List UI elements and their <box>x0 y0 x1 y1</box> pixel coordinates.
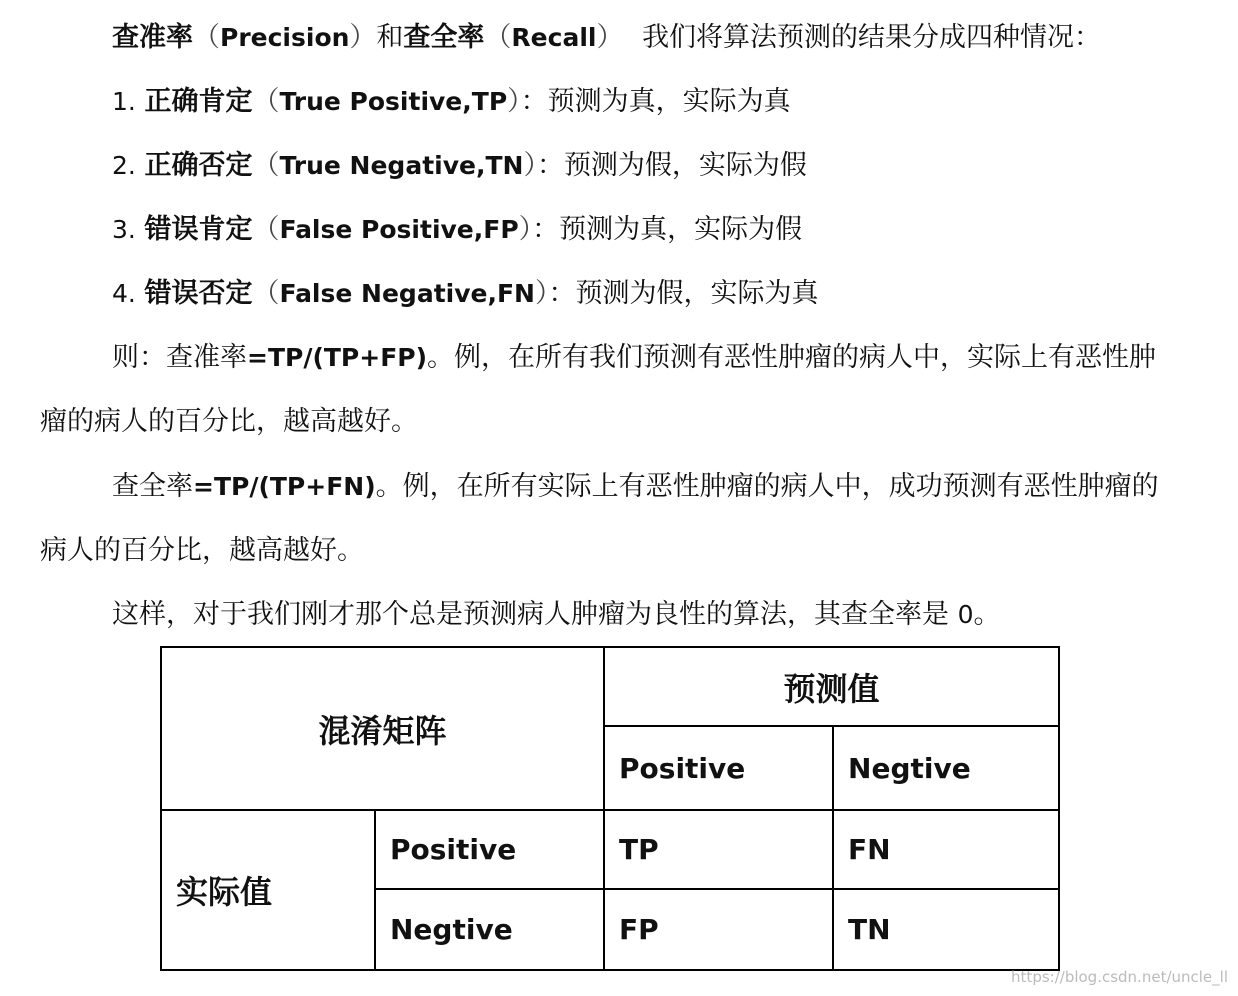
case-name: 错误肯定 <box>144 214 253 245</box>
case-desc: 预测为假，实际为真 <box>575 278 819 309</box>
precision-formula: =TP/(TP+FP) <box>247 343 428 372</box>
case-desc: 预测为真，实际为真 <box>547 86 791 117</box>
recall-formula: =TP/(TP+FN) <box>193 472 376 501</box>
matrix-corner-title: 混淆矩阵 <box>161 647 604 810</box>
case-item: 4. 错误否定（False Negative,FN）：预测为假，实际为真 <box>112 278 819 309</box>
predicted-negative-header: Negtive <box>833 726 1059 810</box>
actual-negative-header: Negtive <box>375 889 604 970</box>
recall-text: 。例，在所有实际上有恶性肿瘤的病人中，成功预测有恶性肿瘤的 <box>375 471 1159 502</box>
cell-tp: TP <box>604 810 833 889</box>
conclusion-line <box>112 595 1001 635</box>
confusion-matrix-table <box>160 646 1060 971</box>
conclusion-value: 0 <box>957 600 974 629</box>
case-item: 2. 正确否定（True Negative,TN）：预测为假，实际为假 <box>112 150 807 181</box>
case-en: True Negative,TN <box>279 151 524 180</box>
precision-paragraph-line2: 瘤的病人的百分比，越高越好。 <box>40 406 418 437</box>
case-desc: 预测为真，实际为假 <box>559 214 803 245</box>
cell-fn: FN <box>833 810 1059 889</box>
precision-text: 。例，在所有我们预测有恶性肿瘤的病人中，实际上有恶性肿 <box>427 342 1157 373</box>
case-name: 正确肯定 <box>144 86 253 117</box>
term-recall-en: Recall <box>511 23 597 52</box>
case-name: 错误否定 <box>144 278 253 309</box>
actual-header: 实际值 <box>161 810 375 970</box>
term-precision: 查准率 <box>112 22 193 53</box>
case-item: 3. 错误肯定（False Positive,FP）：预测为真，实际为假 <box>112 214 803 245</box>
predicted-header: 预测值 <box>604 647 1059 726</box>
recall-prefix: 查全率 <box>112 471 193 502</box>
predicted-positive-header: Positive <box>604 726 833 810</box>
recall-paragraph-line2: 病人的百分比，越高越好。 <box>40 535 364 566</box>
precision-paragraph-line1 <box>112 338 1156 378</box>
cell-tn: TN <box>833 889 1059 970</box>
case-en: True Positive,TP <box>279 87 508 116</box>
case-number: 1. <box>112 87 136 116</box>
recall-paragraph-line1 <box>112 467 1159 507</box>
intro-line: 查准率（Precision）和查全率（Recall） 我们将算法预测的结果分成四种情况： <box>112 22 1102 53</box>
conclusion-text: 这样，对于我们刚才那个总是预测病人肿瘤为良性的算法，其查全率是 <box>112 599 949 630</box>
actual-positive-header: Positive <box>375 810 604 889</box>
intro-sentence: 我们将算法预测的结果分成四种情况： <box>642 22 1102 53</box>
case-name: 正确否定 <box>144 150 253 181</box>
case-desc: 预测为假，实际为假 <box>563 150 807 181</box>
case-number: 2. <box>112 151 136 180</box>
case-number: 4. <box>112 279 136 308</box>
conclusion-end: 。 <box>973 599 1001 630</box>
precision-prefix: 则：查准率 <box>112 342 247 373</box>
term-precision-en: Precision <box>220 23 350 52</box>
cell-fp: FP <box>604 889 833 970</box>
case-number: 3. <box>112 215 136 244</box>
case-en: False Positive,FP <box>279 215 519 244</box>
term-recall: 查全率 <box>403 22 485 53</box>
case-en: False Negative,FN <box>279 279 535 308</box>
intro-conj: 和 <box>376 22 404 53</box>
watermark-url: https://blog.csdn.net/uncle_ll <box>1011 968 1228 986</box>
case-item: 1. 正确肯定（True Positive,TP）：预测为真，实际为真 <box>112 86 791 117</box>
